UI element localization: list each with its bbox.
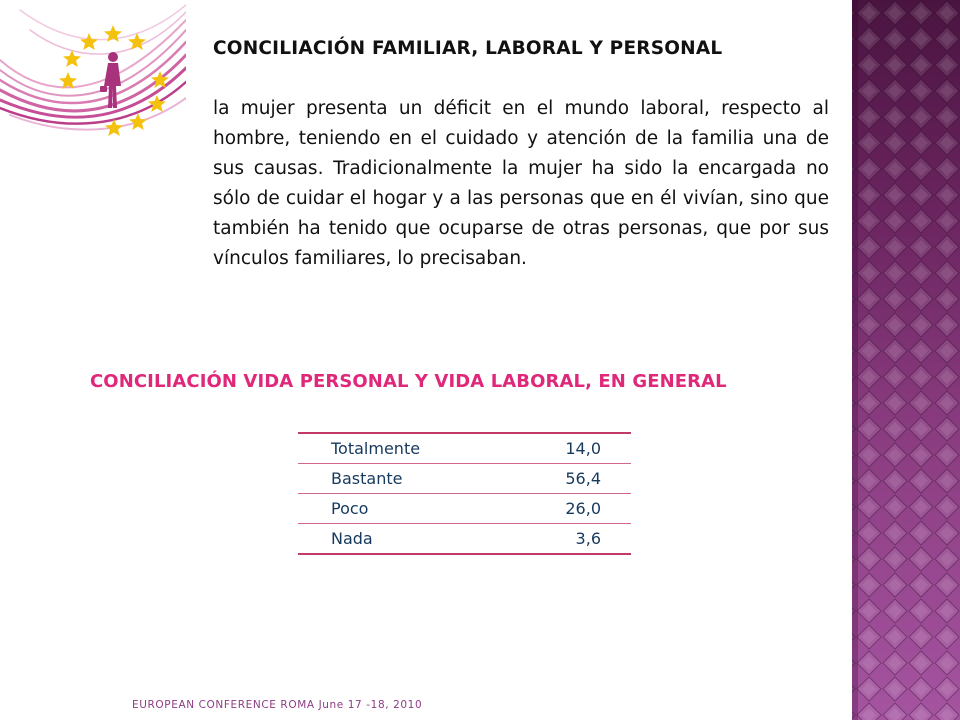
eu-stars-woman-logo [0,0,186,146]
slide-heading: CONCILIACIÓN FAMILIAR, LABORAL Y PERSONAL [213,38,723,59]
row-label: Poco [331,499,369,518]
row-value: 3,6 [575,529,601,548]
row-value: 26,0 [565,499,601,518]
decorative-pattern [852,0,960,720]
table-row [298,434,631,464]
slide-body-text: la mujer presenta un déficit en el mundo laboral, respecto al hombre, teniendo en el cuidado y atención de la familia una de sus causas. Tradicionalmente la mujer ha sido la encargada no sólo de cuidar el hogar y a las personas que en él vivían, sino que también ha tenido que ocuparse de otras personas, que por sus vínculos familiares, lo precisaban. [213,98,829,269]
diamond-pattern-graphic [852,0,960,720]
row-value: 14,0 [565,439,601,458]
row-label: Bastante [331,469,403,488]
slide-footer: EUROPEAN CONFERENCE ROMA June 17 -18, 2010 [132,699,423,711]
table-row [298,524,631,553]
row-value: 56,4 [565,469,601,488]
row-label: Nada [331,529,373,548]
logo-graphic [0,0,186,146]
table-row [298,494,631,524]
row-label: Totalmente [331,439,421,458]
table-row [298,464,631,494]
data-table [298,432,631,555]
table-title: CONCILIACIÓN VIDA PERSONAL Y VIDA LABORAL, EN GENERAL [90,371,727,392]
